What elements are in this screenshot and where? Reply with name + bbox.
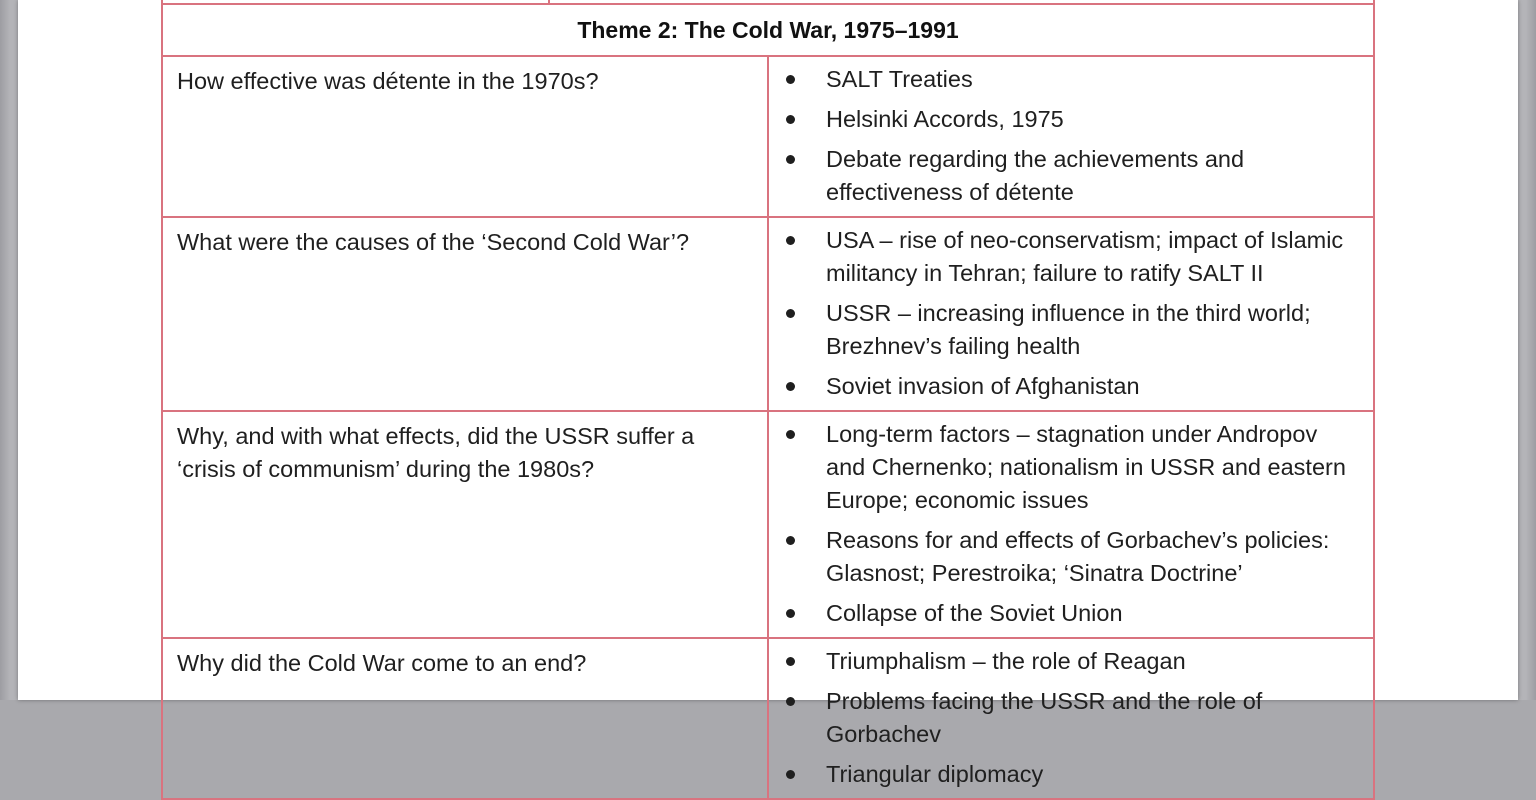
theme-title: Theme 2: The Cold War, 1975–1991 [162,4,1374,56]
list-item [769,758,1353,791]
content-cell [768,56,1374,217]
content-cell [768,411,1374,638]
table-row [162,638,1374,799]
bullet-icon [786,770,795,779]
list-item [769,597,1353,630]
content-cell [768,638,1374,799]
table-row [162,56,1374,217]
bullet-icon [786,430,795,439]
bullet-icon [786,609,795,618]
content-cell [768,217,1374,411]
bullet-list [769,63,1353,209]
syllabus-table [161,3,1375,800]
list-item [769,524,1353,590]
list-item [769,103,1353,136]
bullet-list [769,418,1353,630]
key-question: How effective was détente in the 1970s? [162,56,768,217]
theme-header-row [162,4,1374,56]
list-item-text: Collapse of the Soviet Union [826,600,1123,626]
key-question: Why did the Cold War come to an end? [162,638,768,799]
bullet-icon [786,115,795,124]
list-item [769,685,1353,751]
list-item-text: Reasons for and effects of Gorbachev’s policies: Glasnost; Perestroika; ‘Sinatra Doctrine’ [826,527,1330,586]
list-item [769,645,1353,678]
bullet-list [769,224,1353,403]
bullet-icon [786,236,795,245]
key-question: Why, and with what effects, did the USSR suffer a ‘crisis of communism’ during the 1980s? [162,411,768,638]
bullet-icon [786,382,795,391]
bullet-icon [786,657,795,666]
list-item-text: Triumphalism – the role of Reagan [826,648,1186,674]
key-question: What were the causes of the ‘Second Cold War’? [162,217,768,411]
bullet-icon [786,697,795,706]
list-item [769,370,1353,403]
list-item [769,63,1353,96]
list-item-text: USA – rise of neo-conservatism; impact of Islamic militancy in Tehran; failure to ratify SALT II [826,227,1344,286]
bullet-icon [786,75,795,84]
list-item-text: SALT Treaties [826,66,973,92]
document-page[interactable] [18,0,1518,787]
bullet-icon [786,155,795,164]
bullet-list [769,645,1353,791]
list-item-text: Triangular diplomacy [826,761,1044,787]
list-item-text: Problems facing the USSR and the role of Gorbachev [826,688,1263,747]
list-item [769,297,1353,363]
table-row [162,217,1374,411]
list-item-text: Debate regarding the achievements and effectiveness of détente [826,146,1245,205]
list-item-text: Long-term factors – stagnation under Andropov and Chernenko; nationalism in USSR and eastern Europe; economic issues [826,421,1346,513]
list-item-text: USSR – increasing influence in the third world; Brezhnev’s failing health [826,300,1311,359]
bullet-icon [786,536,795,545]
table-row [162,411,1374,638]
list-item-text: Helsinki Accords, 1975 [826,106,1064,132]
bullet-icon [786,309,795,318]
list-item-text: Soviet invasion of Afghanistan [826,373,1140,399]
list-item [769,418,1353,517]
list-item [769,143,1353,209]
list-item [769,224,1353,290]
